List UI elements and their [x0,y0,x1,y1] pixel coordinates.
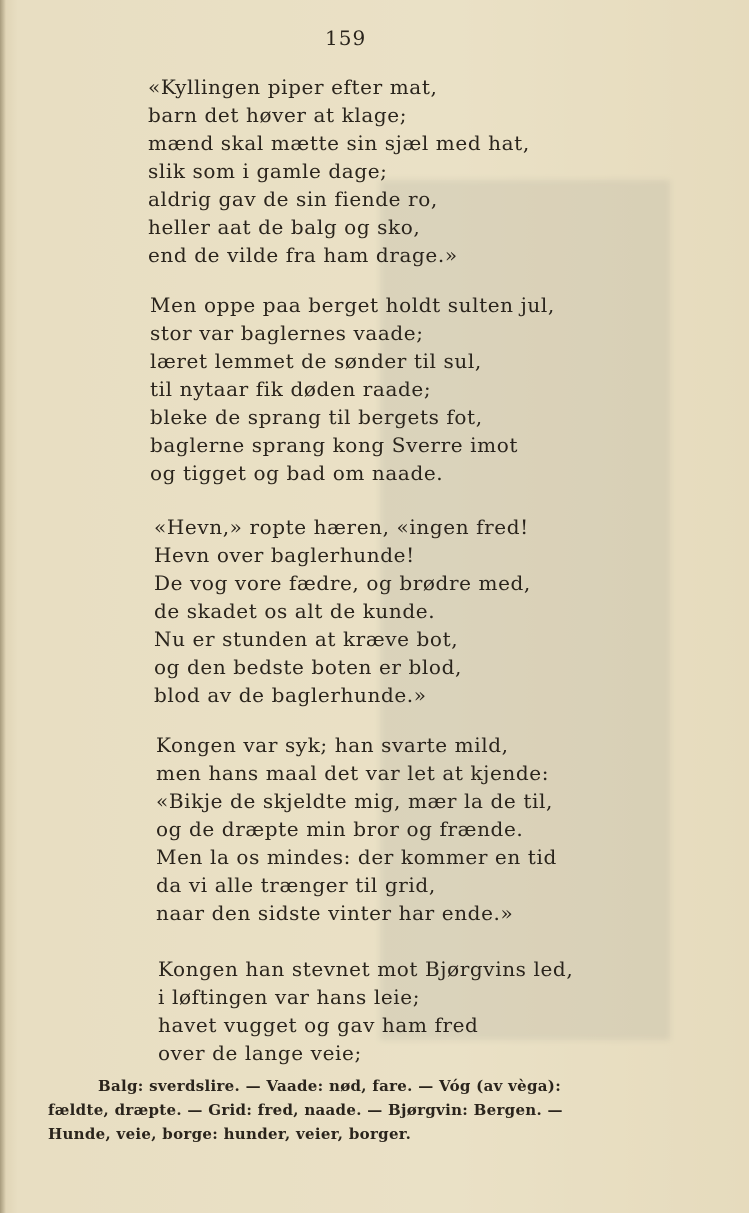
footnote-line: Hunde, veie, borge: hunder, veier, borger. [48,1125,412,1143]
poem-line: læret lemmet de sønder til sul, [150,349,482,373]
poem-line: og den bedste boten er blod, [154,655,462,679]
poem-line: de skadet os alt de kunde. [154,599,436,623]
poem-line: heller aat de balg og sko, [148,215,421,239]
footnote-line: Balg: sverdslire. — Vaade: nød, fare. — Vóg (av vèga): [98,1077,562,1095]
poem-line: Hevn over baglerhunde! [154,543,415,567]
poem-line: og de dræpte min bror og frænde. [156,817,524,841]
poem-line: blod av de baglerhunde.» [154,683,427,707]
poem-line: men hans maal det var let at kjende: [156,761,550,785]
poem-line: mænd skal mætte sin sjæl med hat, [148,131,530,155]
poem-line: til nytaar fik døden raade; [150,377,432,401]
page-spine-edge [0,0,6,1213]
poem-line: aldrig gav de sin fiende ro, [148,187,438,211]
poem-line: over de lange veie; [158,1041,362,1065]
poem-line: baglerne sprang kong Sverre imot [150,433,518,457]
poem-line: slik som i gamle dage; [148,159,388,183]
poem-line: Kongen var syk; han svarte mild, [156,733,509,757]
poem-line: bleke de sprang til bergets fot, [150,405,483,429]
poem-line: havet vugget og gav ham fred [158,1013,479,1037]
poem-line: og tigget og bad om naade. [150,461,444,485]
poem-line: i løftingen var hans leie; [158,985,421,1009]
poem-line: end de vilde fra ham drage.» [148,243,458,267]
poem-line: De vog vore fædre, og brødre med, [154,571,531,595]
poem-line: naar den sidste vinter har ende.» [156,901,514,925]
poem-line: «Kyllingen piper efter mat, [148,75,438,99]
poem-line: «Bikje de skjeldte mig, mær la de til, [156,789,553,813]
poem-line: barn det høver at klage; [148,103,408,127]
poem-line: «Hevn,» ropte hæren, «ingen fred! [154,515,529,539]
footnote-line: fældte, dræpte. — Grid: fred, naade. — Bjørgvin: Bergen. — [48,1101,563,1119]
poem-line: Men la os mindes: der kommer en tid [156,845,557,869]
poem-line: Nu er stunden at kræve bot, [154,627,459,651]
page-number: 159 [325,26,367,50]
poem-line: Men oppe paa berget holdt sulten jul, [150,293,555,317]
poem-line: Kongen han stevnet mot Bjørgvins led, [158,957,574,981]
poem-line: stor var baglernes vaade; [150,321,424,345]
poem-line: da vi alle trænger til grid, [156,873,436,897]
